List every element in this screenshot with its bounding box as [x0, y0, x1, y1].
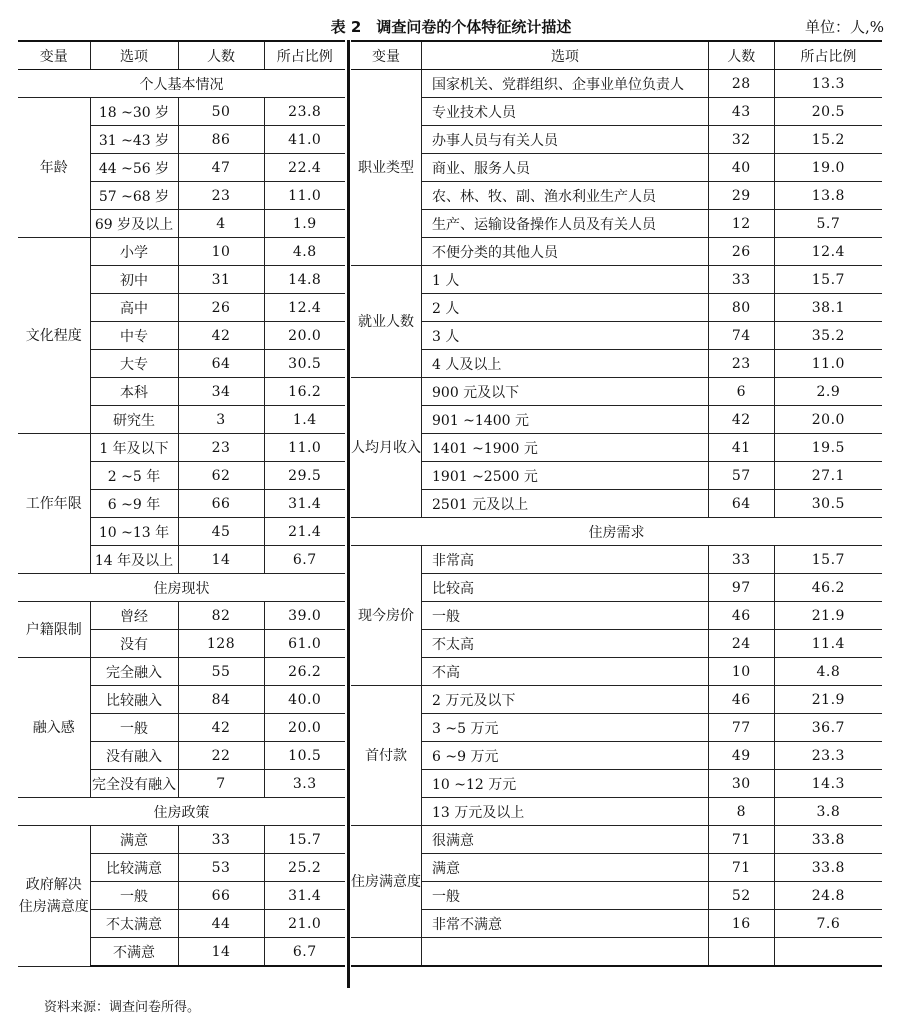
option-cell: 4 人及以上	[422, 350, 709, 378]
variable-housing-satisfaction: 住房满意度	[351, 826, 422, 938]
percent-cell: 33.8	[774, 826, 882, 854]
option-cell: 不太满意	[90, 910, 178, 938]
variable-price-view: 现今房价	[351, 546, 422, 686]
count-cell: 64	[178, 350, 264, 378]
option-cell: 3 ~5 万元	[422, 714, 709, 742]
option-cell: 2501 元及以上	[422, 490, 709, 518]
count-cell: 26	[708, 238, 774, 266]
option-cell: 完全融入	[90, 658, 178, 686]
percent-cell: 4.8	[774, 658, 882, 686]
percent-cell: 20.5	[774, 98, 882, 126]
header-option: 选项	[422, 41, 709, 70]
count-cell: 42	[178, 714, 264, 742]
option-cell: 2 万元及以下	[422, 686, 709, 714]
title-row	[18, 10, 884, 38]
percent-cell: 61.0	[264, 630, 345, 658]
option-cell: 大专	[90, 350, 178, 378]
count-cell: 66	[178, 882, 264, 910]
table-row	[351, 266, 882, 294]
percent-cell: 15.7	[264, 826, 345, 854]
table-row	[351, 798, 882, 826]
percent-cell: 19.0	[774, 154, 882, 182]
percent-cell: 4.8	[264, 238, 345, 266]
table-row	[351, 630, 882, 658]
header-variable: 变量	[351, 41, 422, 70]
option-cell: 中专	[90, 322, 178, 350]
count-cell: 28	[708, 70, 774, 98]
header-option: 选项	[90, 41, 178, 70]
variable-hukou: 户籍限制	[18, 602, 90, 658]
option-cell: 专业技术人员	[422, 98, 709, 126]
percent-cell: 39.0	[264, 602, 345, 630]
table-row	[351, 70, 882, 98]
option-cell: 生产、运输设备操作人员及有关人员	[422, 210, 709, 238]
table-row	[351, 714, 882, 742]
policy-label-line1: 政府解决	[25, 876, 82, 893]
percent-cell: 15.7	[774, 266, 882, 294]
option-cell: 不满意	[90, 938, 178, 967]
header-count: 人数	[708, 41, 774, 70]
count-cell: 46	[708, 686, 774, 714]
percent-cell: 20.0	[774, 406, 882, 434]
count-cell: 44	[178, 910, 264, 938]
percent-cell: 31.4	[264, 490, 345, 518]
blank-cell	[708, 938, 774, 967]
count-cell: 10	[708, 658, 774, 686]
option-cell: 很满意	[422, 826, 709, 854]
table-row	[351, 658, 882, 686]
option-cell: 农、林、牧、副、渔水利业生产人员	[422, 182, 709, 210]
statistics-tables	[18, 40, 882, 990]
table-row	[351, 434, 882, 462]
count-cell: 42	[708, 406, 774, 434]
table-row	[18, 98, 345, 126]
table-row	[351, 126, 882, 154]
option-cell: 小学	[90, 238, 178, 266]
percent-cell: 2.9	[774, 378, 882, 406]
count-cell: 86	[178, 126, 264, 154]
right-table	[351, 40, 882, 967]
count-cell: 45	[178, 518, 264, 546]
variable-work-years: 工作年限	[18, 434, 90, 574]
count-cell: 8	[708, 798, 774, 826]
percent-cell: 11.0	[774, 350, 882, 378]
percent-cell: 11.4	[774, 630, 882, 658]
count-cell: 32	[708, 126, 774, 154]
variable-occupation: 职业类型	[351, 70, 422, 266]
option-cell: 6 ~9 年	[90, 490, 178, 518]
header-row	[18, 41, 345, 70]
percent-cell: 20.0	[264, 322, 345, 350]
table-row	[351, 322, 882, 350]
count-cell: 12	[708, 210, 774, 238]
percent-cell: 1.4	[264, 406, 345, 434]
percent-cell: 30.5	[264, 350, 345, 378]
header-count: 人数	[178, 41, 264, 70]
option-cell: 1 人	[422, 266, 709, 294]
table-row	[18, 434, 345, 462]
option-cell: 6 ~9 万元	[422, 742, 709, 770]
count-cell: 3	[178, 406, 264, 434]
table-row	[351, 882, 882, 910]
variable-age: 年龄	[18, 98, 90, 238]
percent-cell: 23.3	[774, 742, 882, 770]
count-cell: 49	[708, 742, 774, 770]
count-cell: 52	[708, 882, 774, 910]
count-cell: 66	[178, 490, 264, 518]
percent-cell: 3.3	[264, 770, 345, 798]
option-cell: 一般	[90, 882, 178, 910]
blank-cell	[422, 938, 709, 967]
option-cell: 比较满意	[90, 854, 178, 882]
percent-cell: 12.4	[774, 238, 882, 266]
option-cell: 1 年及以下	[90, 434, 178, 462]
option-cell: 商业、服务人员	[422, 154, 709, 182]
header-percent: 所占比例	[264, 41, 345, 70]
count-cell: 33	[708, 546, 774, 574]
percent-cell: 31.4	[264, 882, 345, 910]
percent-cell: 29.5	[264, 462, 345, 490]
table-row	[351, 686, 882, 714]
left-table	[18, 40, 345, 967]
option-cell: 国家机关、党群组织、企事业单位负责人	[422, 70, 709, 98]
option-cell: 非常不满意	[422, 910, 709, 938]
table-row	[351, 294, 882, 322]
count-cell: 23	[178, 182, 264, 210]
percent-cell: 11.0	[264, 434, 345, 462]
percent-cell: 13.3	[774, 70, 882, 98]
option-cell: 18 ~30 岁	[90, 98, 178, 126]
section-housing-status: 住房现状	[18, 574, 345, 602]
count-cell: 34	[178, 378, 264, 406]
table-row	[351, 350, 882, 378]
table-row	[18, 826, 345, 854]
percent-cell: 21.9	[774, 686, 882, 714]
count-cell: 14	[178, 546, 264, 574]
table-row	[351, 98, 882, 126]
option-cell: 高中	[90, 294, 178, 322]
count-cell: 22	[178, 742, 264, 770]
option-cell: 13 万元及以上	[422, 798, 709, 826]
source-note: 资料来源：调查问卷所得。	[44, 1000, 201, 1015]
option-cell: 不太高	[422, 630, 709, 658]
blank-cell	[351, 938, 422, 967]
variable-education: 文化程度	[18, 238, 90, 434]
count-cell: 62	[178, 462, 264, 490]
option-cell: 10 ~13 年	[90, 518, 178, 546]
count-cell: 47	[178, 154, 264, 182]
option-cell: 满意	[422, 854, 709, 882]
section-housing-demand: 住房需求	[351, 518, 882, 546]
count-cell: 71	[708, 854, 774, 882]
percent-cell: 36.7	[774, 714, 882, 742]
option-cell: 本科	[90, 378, 178, 406]
variable-down-payment: 首付款	[351, 686, 422, 826]
percent-cell: 27.1	[774, 462, 882, 490]
table-row	[351, 826, 882, 854]
percent-cell: 35.2	[774, 322, 882, 350]
count-cell: 46	[708, 602, 774, 630]
percent-cell: 22.4	[264, 154, 345, 182]
count-cell: 42	[178, 322, 264, 350]
percent-cell: 15.2	[774, 126, 882, 154]
table-title: 表 2 调查问卷的个体特征统计描述	[330, 18, 572, 36]
percent-cell: 14.3	[774, 770, 882, 798]
count-cell: 74	[708, 322, 774, 350]
table-row	[351, 546, 882, 574]
count-cell: 77	[708, 714, 774, 742]
count-cell: 40	[708, 154, 774, 182]
percent-cell: 21.9	[774, 602, 882, 630]
option-cell: 69 岁及以上	[90, 210, 178, 238]
section-housing-policy: 住房政策	[18, 798, 345, 826]
option-cell: 44 ~56 岁	[90, 154, 178, 182]
count-cell: 23	[708, 350, 774, 378]
table-row	[18, 658, 345, 686]
table-row-blank	[351, 938, 882, 967]
count-cell: 14	[178, 938, 264, 967]
table-row	[351, 910, 882, 938]
option-cell: 31 ~43 岁	[90, 126, 178, 154]
variable-policy-satisfaction	[18, 826, 90, 967]
count-cell: 71	[708, 826, 774, 854]
count-cell: 84	[178, 686, 264, 714]
unit-note: 单位：人,%	[804, 18, 884, 36]
percent-cell: 46.2	[774, 574, 882, 602]
percent-cell: 13.8	[774, 182, 882, 210]
option-cell: 57 ~68 岁	[90, 182, 178, 210]
table-row	[351, 378, 882, 406]
percent-cell: 30.5	[774, 490, 882, 518]
section-row	[18, 70, 345, 98]
count-cell: 10	[178, 238, 264, 266]
percent-cell: 7.6	[774, 910, 882, 938]
count-cell: 6	[708, 378, 774, 406]
option-cell: 2 ~5 年	[90, 462, 178, 490]
count-cell: 7	[178, 770, 264, 798]
option-cell: 不高	[422, 658, 709, 686]
count-cell: 16	[708, 910, 774, 938]
percent-cell: 26.2	[264, 658, 345, 686]
percent-cell: 21.0	[264, 910, 345, 938]
option-cell: 完全没有融入	[90, 770, 178, 798]
percent-cell: 21.4	[264, 518, 345, 546]
section-personal: 个人基本情况	[18, 70, 345, 98]
option-cell: 901 ~1400 元	[422, 406, 709, 434]
count-cell: 43	[708, 98, 774, 126]
option-cell: 不便分类的其他人员	[422, 238, 709, 266]
option-cell: 14 年及以上	[90, 546, 178, 574]
blank-cell	[774, 938, 882, 967]
count-cell: 33	[708, 266, 774, 294]
option-cell: 2 人	[422, 294, 709, 322]
count-cell: 29	[708, 182, 774, 210]
percent-cell: 11.0	[264, 182, 345, 210]
percent-cell: 41.0	[264, 126, 345, 154]
table-row	[351, 602, 882, 630]
table-row	[351, 742, 882, 770]
percent-cell: 6.7	[264, 546, 345, 574]
percent-cell: 16.2	[264, 378, 345, 406]
section-row	[18, 798, 345, 826]
option-cell: 非常高	[422, 546, 709, 574]
count-cell: 82	[178, 602, 264, 630]
option-cell: 1901 ~2500 元	[422, 462, 709, 490]
variable-employed: 就业人数	[351, 266, 422, 378]
option-cell: 10 ~12 万元	[422, 770, 709, 798]
option-cell: 没有	[90, 630, 178, 658]
percent-cell: 40.0	[264, 686, 345, 714]
option-cell: 比较融入	[90, 686, 178, 714]
count-cell: 4	[178, 210, 264, 238]
option-cell: 一般	[90, 714, 178, 742]
variable-integration: 融入感	[18, 658, 90, 798]
option-cell: 研究生	[90, 406, 178, 434]
count-cell: 31	[178, 266, 264, 294]
table-row	[351, 770, 882, 798]
policy-label-line2: 住房满意度	[18, 898, 89, 915]
table-divider	[347, 40, 350, 988]
percent-cell: 23.8	[264, 98, 345, 126]
table-row	[351, 854, 882, 882]
count-cell: 64	[708, 490, 774, 518]
option-cell: 一般	[422, 882, 709, 910]
option-cell: 900 元及以下	[422, 378, 709, 406]
count-cell: 26	[178, 294, 264, 322]
variable-income: 人均月收入	[351, 378, 422, 518]
header-percent: 所占比例	[774, 41, 882, 70]
percent-cell: 38.1	[774, 294, 882, 322]
count-cell: 55	[178, 658, 264, 686]
count-cell: 33	[178, 826, 264, 854]
count-cell: 53	[178, 854, 264, 882]
percent-cell: 14.8	[264, 266, 345, 294]
count-cell: 97	[708, 574, 774, 602]
table-row	[351, 238, 882, 266]
table-row	[351, 574, 882, 602]
percent-cell: 33.8	[774, 854, 882, 882]
option-cell: 比较高	[422, 574, 709, 602]
count-cell: 23	[178, 434, 264, 462]
percent-cell: 3.8	[774, 798, 882, 826]
option-cell: 1401 ~1900 元	[422, 434, 709, 462]
percent-cell: 19.5	[774, 434, 882, 462]
table-row	[351, 210, 882, 238]
header-row	[351, 41, 882, 70]
percent-cell: 6.7	[264, 938, 345, 967]
percent-cell: 10.5	[264, 742, 345, 770]
option-cell: 没有融入	[90, 742, 178, 770]
percent-cell: 15.7	[774, 546, 882, 574]
percent-cell: 20.0	[264, 714, 345, 742]
count-cell: 30	[708, 770, 774, 798]
table-row	[351, 154, 882, 182]
percent-cell: 12.4	[264, 294, 345, 322]
table-row	[351, 462, 882, 490]
count-cell: 41	[708, 434, 774, 462]
option-cell: 3 人	[422, 322, 709, 350]
table-row	[351, 406, 882, 434]
table-row	[351, 490, 882, 518]
option-cell: 曾经	[90, 602, 178, 630]
count-cell: 128	[178, 630, 264, 658]
percent-cell: 5.7	[774, 210, 882, 238]
percent-cell: 25.2	[264, 854, 345, 882]
section-row	[18, 574, 345, 602]
percent-cell: 24.8	[774, 882, 882, 910]
count-cell: 57	[708, 462, 774, 490]
option-cell: 初中	[90, 266, 178, 294]
section-row	[351, 518, 882, 546]
table-row	[351, 182, 882, 210]
header-variable: 变量	[18, 41, 90, 70]
option-cell: 满意	[90, 826, 178, 854]
percent-cell: 1.9	[264, 210, 345, 238]
table-row	[18, 602, 345, 630]
count-cell: 80	[708, 294, 774, 322]
option-cell: 办事人员与有关人员	[422, 126, 709, 154]
count-cell: 24	[708, 630, 774, 658]
count-cell: 50	[178, 98, 264, 126]
table-row	[18, 238, 345, 266]
option-cell: 一般	[422, 602, 709, 630]
